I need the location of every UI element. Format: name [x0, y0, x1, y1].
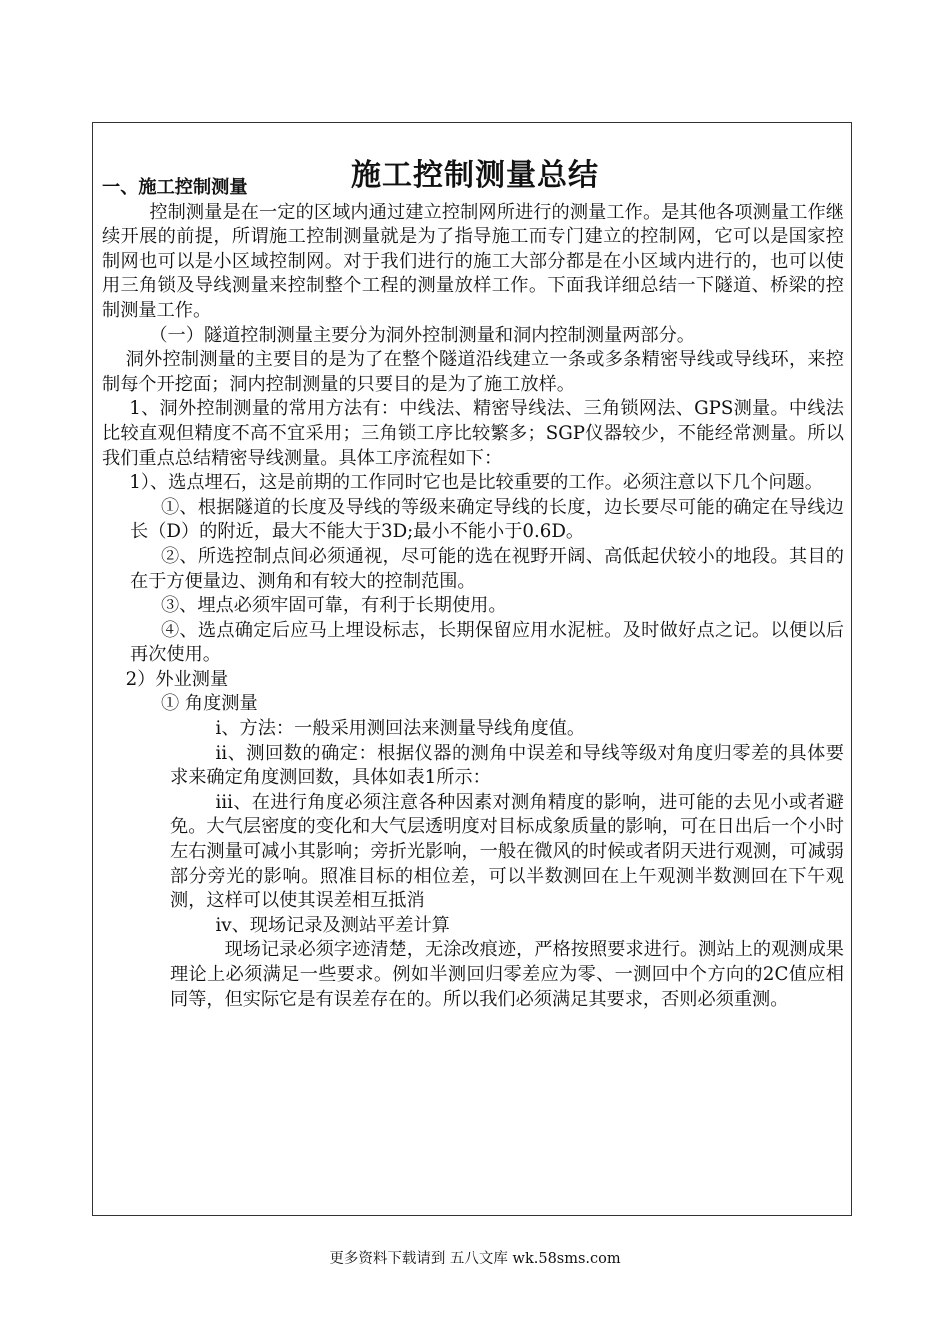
paragraph: 1、洞外控制测量的常用方法有：中线法、精密导线法、三角锁网法、GPS测量。中线法比较直观但精度不高不宜采用；三角锁工序比较繁多；SGP仪器较少，不能经常测量。所以我们重点总结精密导线测量。具体工序流程如下：	[102, 398, 844, 469]
document-body	[102, 176, 844, 1012]
section-heading: 一、施工控制测量	[102, 177, 248, 198]
paragraph: ① 角度测量	[160, 693, 258, 715]
list-item: ⅳ、现场记录及测站平差计算	[215, 914, 450, 936]
list-item: ②、所选控制点间必须通视，尽可能的选在视野开阔、高低起伏较小的地段。其目的在于方便量边、测角和有较大的控制范围。	[130, 545, 844, 592]
list-item: ⅱ、测回数的确定：根据仪器的测角中误差和导线等级对角度归零差的具体要求来确定角度测回数，具体如表1所示：	[170, 742, 844, 789]
list-item: ⅰ、方法：一般采用测回法来测量导线角度值。	[215, 718, 586, 740]
list-item: ①、根据隧道的长度及导线的等级来确定导线的长度，边长要尽可能的确定在导线边长（D）的附近，最大不能大于3D;最小不能小于0.6D。	[130, 496, 844, 543]
paragraph: 洞外控制测量的主要目的是为了在整个隧道沿线建立一条或多条精密导线或导线环，来控制每个开挖面；洞内控制测量的只要目的是为了施工放样。	[102, 349, 844, 395]
list-item: ③、埋点必须牢固可靠，有利于长期使用。	[160, 595, 507, 617]
paragraph: （一）隧道控制测量主要分为洞外控制测量和洞内控制测量两部分。	[149, 324, 695, 346]
list-item: ④、选点确定后应马上埋设标志，长期保留应用水泥桩。及时做好点之记。以便以后再次使用。	[130, 619, 844, 666]
paragraph: 控制测量是在一定的区域内通过建立控制网所进行的测量工作。是其他各项测量工作继续开展的前提，所谓施工控制测量就是为了指导施工而专门建立的控制网，它可以是国家控制网也可以是小区域控制网。对于我们进行的施工大部分都是在小区域内进行的，也可以使用三角锁及导线测量来控制整个工程的测量放样工作。下面我详细总结一下隧道、桥梁的控制测量工作。	[102, 201, 844, 321]
list-item: ⅲ、在进行角度必须注意各种因素对测角精度的影响，进可能的去见小或者避免。大气层密度的变化和大气层透明度对目标成象质量的影响，可在日出后一个小时左右测量可减小其影响；旁折光影响，一般在微风的时候或者阴天进行观测，可减弱部分旁光的影响。照准目标的相位差，可以半数测回在上午观测半数测回在下午观测，这样可以使其误差相互抵消	[170, 791, 844, 912]
paragraph: 现场记录必须字迹清楚，无涂改痕迹，严格按照要求进行。测站上的观测成果理论上必须满足一些要求。例如半测回归零差应为零、一测回中个方向的2C值应相同等，但实际它是有误差存在的。所以我们必须满足其要求，否则必须重测。	[170, 939, 844, 1010]
paragraph: 2）外业测量	[125, 668, 229, 690]
paragraph: 1）、选点埋石，这是前期的工作同时它也是比较重要的工作。必须注意以下几个问题。	[129, 472, 823, 494]
page-footer: 更多资料下载请到 五八文库 wk.58sms.com	[329, 1251, 621, 1267]
document-title: 施工控制测量总结	[351, 158, 599, 194]
